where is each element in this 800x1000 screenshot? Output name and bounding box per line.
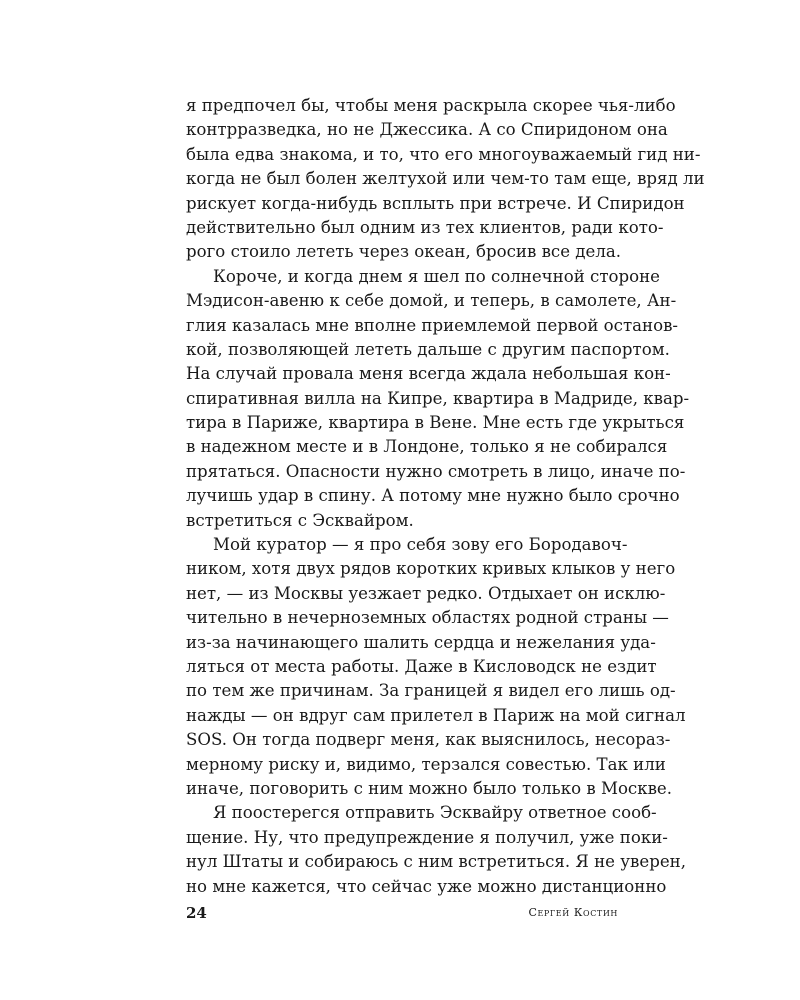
text-line: лучишь удар в спину. А потому мне нужно было срочно (186, 486, 680, 506)
text-line: Я поостерегся отправить Эсквайру ответное сооб- (213, 803, 657, 823)
text-line: я предпочел бы, чтобы меня раскрыла скорее чья-либо (186, 96, 676, 115)
text-line: нажды — он вдруг сам прилетел в Париж на мой сигнал (186, 705, 686, 725)
page-number: 24 (186, 904, 207, 922)
text-line: щение. Ну, что предупреждение я получил, уже поки- (186, 827, 668, 847)
running-head-author: Сергей Костин (528, 906, 618, 919)
text-line: по тем же причинам. За границей я видел его лишь од- (186, 681, 676, 701)
text-line: встретиться с Эсквайром. (186, 510, 414, 530)
text-line: спиративная вилла на Кипре, квартира в Мадриде, квар- (186, 388, 690, 408)
text-line: нет, — из Москвы уезжает редко. Отдыхает он исклю- (186, 583, 666, 603)
text-line: из-за начинающего шалить сердца и нежелания уда- (186, 632, 656, 652)
text-line: Мэдисон-авеню к себе домой, и теперь, в самолете, Ан- (186, 291, 677, 311)
text-line: в надежном месте и в Лондоне, только я не собирался (186, 437, 668, 457)
text-line: контрразведка, но не Джессика. А со Спиридоном она (186, 120, 668, 140)
text-line: нул Штаты и собираюсь с ним встретиться. Я не уверен, (186, 852, 686, 872)
body-text (186, 94, 705, 899)
text-line: мерному риску и, видимо, терзался совестью. Так или (186, 754, 666, 774)
text-line: рискует когда-нибудь всплыть при встрече. И Спиридон (186, 193, 685, 213)
text-line: иначе, поговорить с ним можно было только в Москве. (186, 778, 673, 798)
text-line: Короче, и когда днем я шел по солнечной стороне (213, 266, 660, 286)
text-line: глия казалась мне вполне приемлемой первой останов- (186, 315, 679, 335)
text-line: На случай провала меня всегда ждала небольшая кон- (186, 364, 671, 384)
page-footer (186, 904, 618, 924)
text-line: ляться от места работы. Даже в Кисловодск не ездит (186, 656, 657, 676)
text-line: SOS. Он тогда подверг меня, как выяснилось, несораз- (186, 730, 671, 750)
text-line: Мой куратор — я про себя зову его Бородавоч- (213, 535, 628, 555)
text-line: ником, хотя двух рядов коротких кривых клыков у него (186, 559, 676, 579)
text-line: тира в Париже, квартира в Вене. Мне есть где укрыться (186, 413, 685, 433)
text-line: чительно в нечерноземных областях родной страны — (186, 608, 669, 628)
text-line: кой, позволяющей лететь дальше с другим паспортом. (186, 339, 670, 359)
text-line: но мне кажется, что сейчас уже можно дистанционно (186, 876, 667, 896)
text-line: была едва знакома, и то, что его многоуважаемый гид ни- (186, 144, 701, 164)
text-line: когда не был болен желтухой или чем-то там еще, вряд ли (186, 169, 705, 189)
text-line: действительно был одним из тех клиентов, ради кото- (186, 217, 664, 237)
text-line: прятаться. Опасности нужно смотреть в лицо, иначе по- (186, 461, 686, 481)
text-line: рого стоило лететь через океан, бросив все дела. (186, 242, 622, 262)
